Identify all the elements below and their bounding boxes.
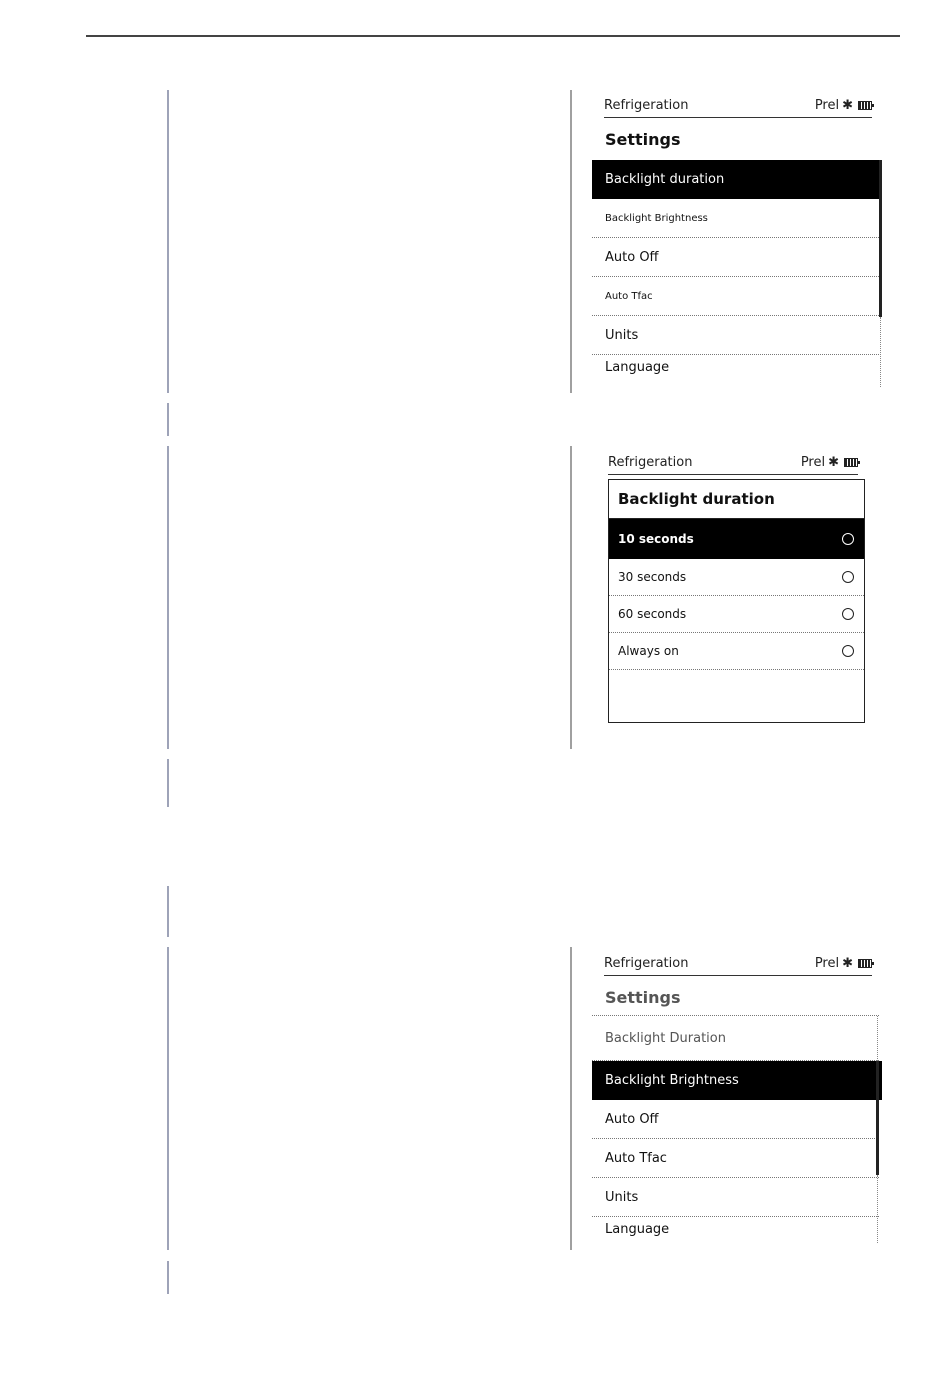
bluetooth-icon: ✱: [842, 956, 853, 971]
mode-label: Refrigeration: [604, 98, 689, 113]
step-bar-7: [167, 1261, 169, 1294]
screen-title: Settings: [605, 988, 681, 1007]
mode-label: Refrigeration: [608, 455, 693, 470]
menu-item-units[interactable]: Units: [592, 316, 879, 355]
status-bar: [608, 452, 858, 475]
option-60-seconds[interactable]: [609, 596, 864, 633]
step-bar-2: [167, 403, 169, 436]
bluetooth-icon: ✱: [842, 98, 853, 113]
status-value: Prel: [814, 98, 840, 113]
menu-item-language[interactable]: Language: [605, 1222, 670, 1237]
scrollbar-track: [877, 1016, 878, 1061]
option-10-seconds[interactable]: [609, 519, 864, 559]
step-bar-1: [167, 90, 169, 393]
device-screen-settings-2: [592, 953, 882, 1245]
screen-title: Settings: [605, 130, 681, 149]
device-screen-backlight-duration: [596, 452, 868, 727]
image-divider-2: [570, 446, 572, 749]
scrollbar-track: [880, 317, 881, 387]
image-divider-1: [570, 90, 572, 393]
step-bar-5: [167, 886, 169, 937]
option-label: 60 seconds: [618, 607, 687, 621]
menu-item-auto-off[interactable]: Auto Off: [592, 238, 879, 277]
menu-item-backlight-duration[interactable]: Backlight duration: [592, 160, 882, 199]
scrollbar-thumb[interactable]: [879, 160, 882, 317]
option-always-on[interactable]: [609, 633, 864, 670]
step-bar-6: [167, 947, 169, 1250]
device-screen-settings-1: [592, 95, 882, 387]
status-bar: [604, 95, 872, 118]
battery-icon: [844, 458, 858, 467]
settings-menu: [592, 1015, 879, 1245]
page-top-rule: [86, 35, 900, 37]
radio-button-icon[interactable]: [842, 533, 854, 545]
scrollbar-track: [877, 1175, 878, 1243]
battery-icon: [858, 101, 872, 110]
settings-menu: [592, 160, 882, 387]
radio-button-icon[interactable]: [842, 645, 854, 657]
option-label: 10 seconds: [618, 532, 694, 546]
step-bar-4: [167, 759, 169, 807]
option-label: 30 seconds: [618, 570, 687, 584]
bluetooth-icon: ✱: [828, 455, 839, 470]
menu-item-auto-off[interactable]: Auto Off: [592, 1100, 879, 1139]
menu-item-backlight-duration[interactable]: Backlight Duration: [592, 1016, 879, 1061]
menu-item-language[interactable]: Language: [605, 360, 670, 375]
status-value: Prel: [800, 455, 826, 470]
radio-button-icon[interactable]: [842, 608, 854, 620]
status-value: Prel: [814, 956, 840, 971]
radio-button-icon[interactable]: [842, 571, 854, 583]
step-bar-3: [167, 446, 169, 749]
mode-label: Refrigeration: [604, 956, 689, 971]
option-30-seconds[interactable]: [609, 559, 864, 596]
menu-item-units[interactable]: Units: [592, 1178, 879, 1217]
menu-item-auto-tfac[interactable]: Auto Tfac: [592, 277, 879, 316]
backlight-duration-dialog: [608, 479, 865, 723]
battery-icon: [858, 959, 872, 968]
menu-item-auto-tfac[interactable]: Auto Tfac: [592, 1139, 879, 1178]
scrollbar-thumb[interactable]: [876, 1061, 879, 1175]
image-divider-3: [570, 947, 572, 1250]
menu-item-backlight-brightness[interactable]: Backlight Brightness: [592, 1061, 882, 1100]
status-bar: [604, 953, 872, 976]
dialog-title: Backlight duration: [609, 480, 864, 519]
option-label: Always on: [618, 644, 679, 658]
menu-item-backlight-brightness[interactable]: Backlight Brightness: [592, 199, 879, 238]
